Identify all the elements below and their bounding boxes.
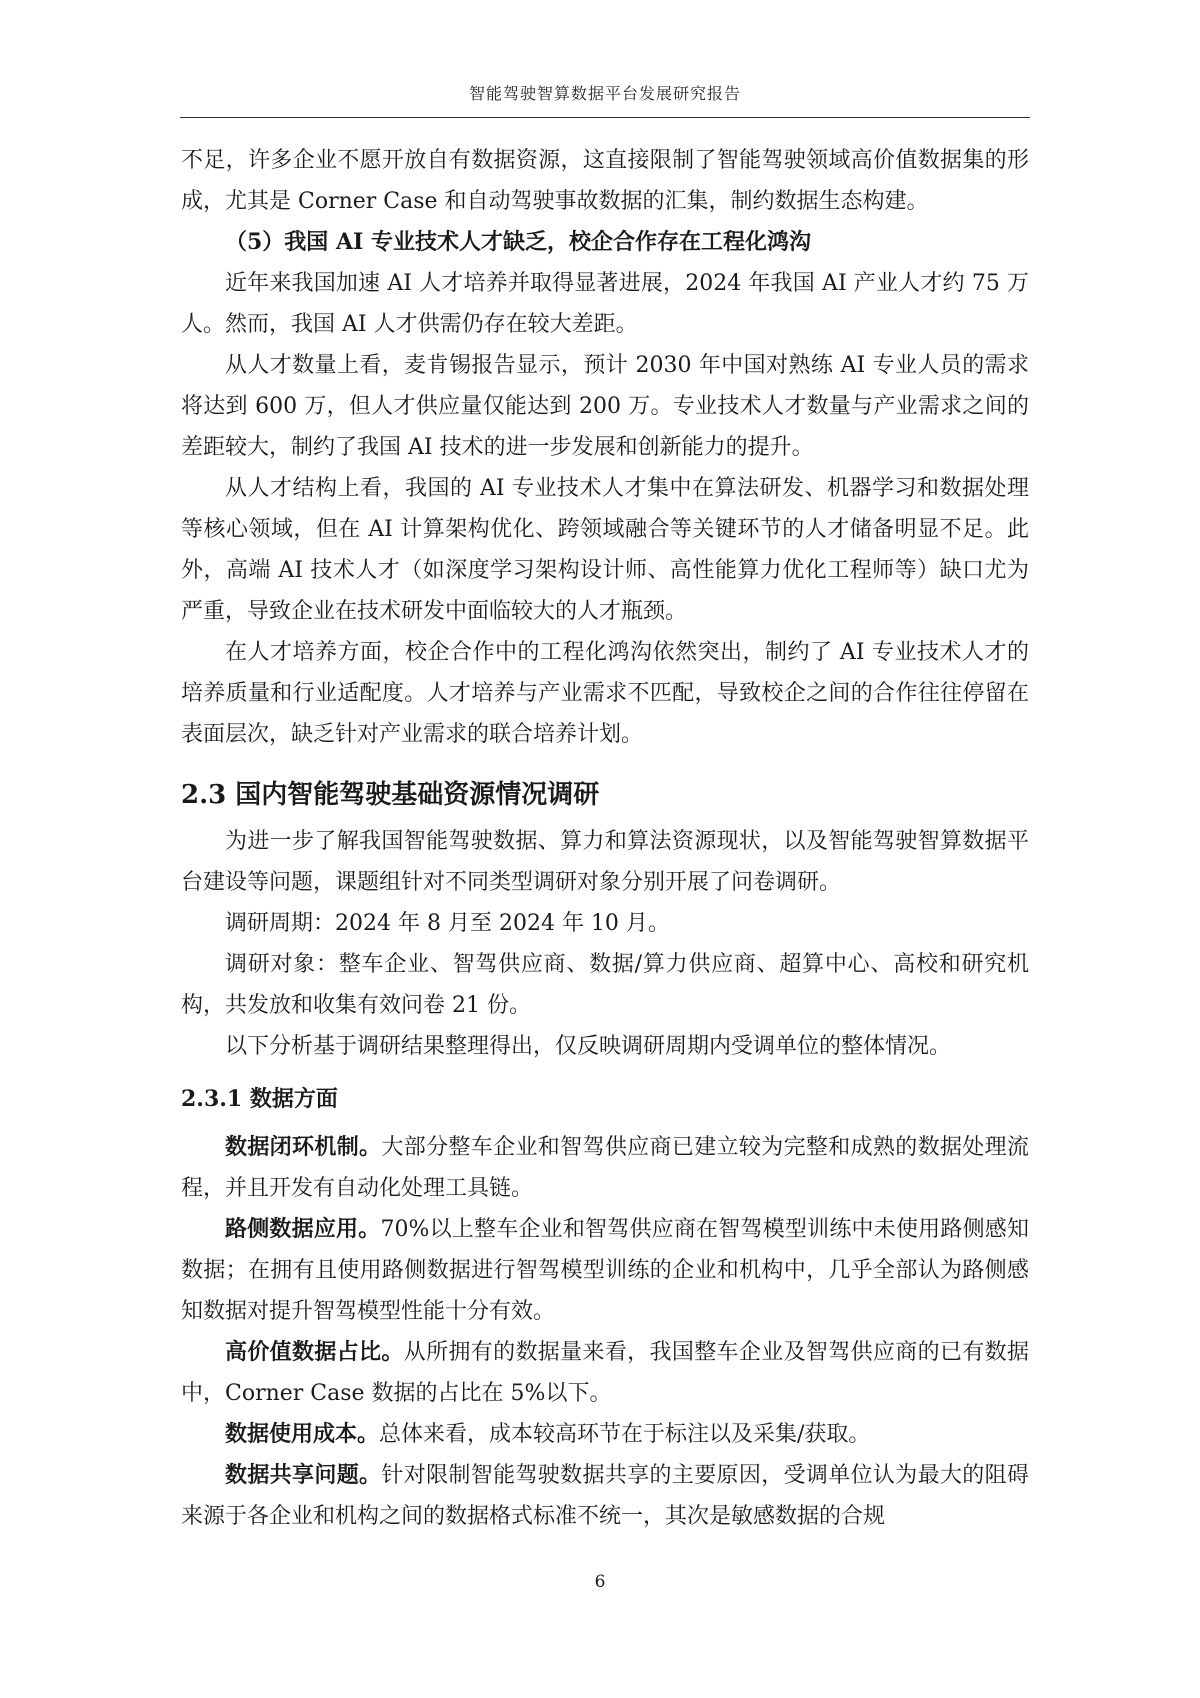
item-label: 数据闭环机制。 — [225, 1134, 382, 1160]
paragraph: 调研对象：整车企业、智驾供应商、数据/算力供应商、超算中心、高校和研究机构，共发放和收集有效问卷 21 份。 — [181, 952, 1029, 1018]
paragraph: 为进一步了解我国智能驾驶数据、算力和算法资源现状，以及智能驾驶智算数据平台建设等问题，课题组针对不同类型调研对象分别开展了问卷调研。 — [181, 829, 1029, 895]
item-text: 从所拥有的数据量来看，我国整车企业及智驾供应商的已有数据中，Corner Case 数据的占比在 5%以下。 — [181, 1340, 1029, 1406]
paragraph: 不足，许多企业不愿开放自有数据资源，这直接限制了智能驾驶领域高价值数据集的形成，尤其是 Corner Case 和自动驾驶事故数据的汇集，制约数据生态构建。 — [181, 148, 1029, 214]
paragraph: 从人才结构上看，我国的 AI 专业技术人才集中在算法研发、机器学习和数据处理等核心领域，但在 AI 计算架构优化、跨领域融合等关键环节的人才储备明显不足。此外，高端 AI 技术人才（如深度学习架构设计师、高性能算力优化工程师等）缺口尤为严重，导致企业在技术研发中面临较大的人才瓶颈。 — [181, 476, 1029, 624]
item-label: 数据共享问题。 — [225, 1462, 382, 1488]
paragraph: 以下分析基于调研结果整理得出，仅反映调研周期内受调单位的整体情况。 — [225, 1034, 952, 1059]
item-label: 数据使用成本。 — [225, 1421, 380, 1447]
list-item — [181, 1332, 1029, 1414]
page-header: 智能驾驶智算数据平台发展研究报告 — [468, 84, 741, 103]
paragraph: 从人才数量上看，麦肯锡报告显示，预计 2030 年中国对熟练 AI 专业人员的需求将达到 600 万，但人才供应量仅能达到 200 万。专业技术人才数量与产业需求之间的差距较大，制约了我国 AI 技术的进一步发展和创新能力的提升。 — [181, 353, 1029, 460]
subsection-heading: （5）我国 AI 专业技术人才缺乏，校企合作存在工程化鸿沟 — [225, 229, 811, 255]
item-text: 大部分整车企业和智驾供应商已建立较为完整和成熟的数据处理流程，并且开发有自动化处理工具链。 — [181, 1135, 1029, 1201]
item-label: 高价值数据占比。 — [225, 1339, 404, 1365]
paragraph: 近年来我国加速 AI 人才培养并取得显著进展，2024 年我国 AI 产业人才约 75 万人。然而，我国 AI 人才供需仍存在较大差距。 — [181, 271, 1029, 337]
subsection-heading: 2.3.1 数据方面 — [181, 1086, 338, 1112]
paragraph: 调研周期：2024 年 8 月至 2024 年 10 月。 — [225, 911, 670, 936]
item-text: 70%以上整车企业和智驾供应商在智驾模型训练中未使用路侧感知数据；在拥有且使用路侧数据进行智驾模型训练的企业和机构中，几乎全部认为路侧感知数据对提升智驾模型性能十分有效。 — [181, 1217, 1029, 1324]
list-item — [181, 1209, 1029, 1332]
item-text: 针对限制智能驾驶数据共享的主要原因，受调单位认为最大的阻碍来源于各企业和机构之间的数据格式标准不统一，其次是敏感数据的合规 — [181, 1463, 1029, 1529]
page-number: 6 — [594, 1572, 606, 1592]
paragraph: 在人才培养方面，校企合作中的工程化鸿沟依然突出，制约了 AI 专业技术人才的培养质量和行业适配度。人才培养与产业需求不匹配，导致校企之间的合作往往停留在表面层次，缺乏针对产业需求的联合培养计划。 — [181, 640, 1029, 747]
list-item — [181, 1414, 1029, 1455]
page-body — [181, 140, 1029, 1537]
item-label: 路侧数据应用。 — [225, 1216, 381, 1242]
list-item — [181, 1127, 1029, 1209]
header-divider — [180, 117, 1030, 118]
item-text: 总体来看，成本较高环节在于标注以及采集/获取。 — [379, 1422, 871, 1447]
section-heading: 2.3 国内智能驾驶基础资源情况调研 — [181, 780, 600, 810]
list-item — [181, 1455, 1029, 1537]
